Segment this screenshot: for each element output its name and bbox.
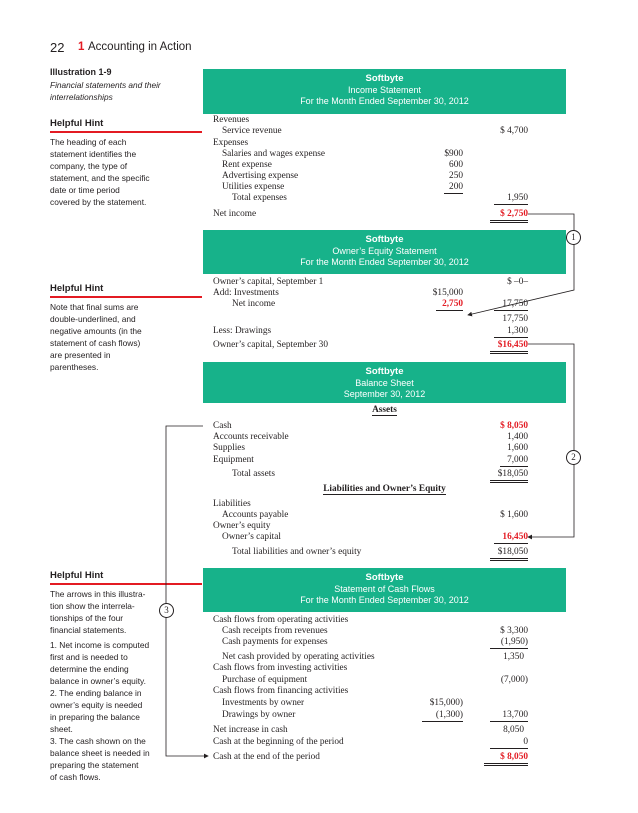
balance-sheet-header [203,362,566,403]
hint-line: sheet. [50,724,73,734]
hint-line: tion show the interrela- [50,601,135,611]
total-expenses-label: Total expenses [232,193,287,203]
hint-line: statement, and the specific [50,173,150,183]
owners-capital-label: Owner’s capital [222,532,281,542]
company-name: Softbyte [365,366,404,377]
company-name: Softbyte [365,572,404,583]
statement-period: For the Month Ended September 30, 2012 [300,595,469,605]
hint-line: Note that final sums are [50,302,139,312]
drawings-amount: (1,300) [422,710,463,722]
expense-amount: 200 [444,182,463,194]
oe-beginning-amount: $ –0– [507,277,528,287]
cash-amount: $ 8,050 [500,421,528,431]
illustration-subtitle-line: interrelationships [50,92,113,102]
investments-label: Investments by owner [222,698,305,708]
expense-label: Advertising expense [222,171,299,181]
liabilities-heading-text: Liabilities and Owner’s Equity [323,484,446,494]
hint-line: The arrows in this illustra- [50,589,146,599]
expenses-label: Expenses [213,138,249,148]
ending-cash-amount: $ 8,050 [484,752,528,766]
statement-title: Income Statement [347,85,422,95]
investments-amount: $15,000) [429,698,463,708]
hint-line: balance sheet is needed in [50,748,150,758]
arrow-3-line [166,426,208,756]
total-liab-amount: $18,050 [490,547,528,561]
assets-heading-text: Assets [372,405,397,415]
hint-line: negative amounts (in the [50,326,142,336]
hint-line: covered by the statement. [50,197,147,207]
hint-line: 3. The cash shown on the [50,736,146,746]
net-operating-label: Net cash provided by operating activities [222,652,375,662]
asset-label: Accounts receivable [213,432,289,442]
hint-line: are presented in [50,350,111,360]
hint-line: date or time period [50,185,120,195]
hint-line: double-underlined, and [50,314,136,324]
hint-line: statement of cash flows) [50,338,141,348]
payments-amount: (1,950) [490,637,528,649]
owners-equity-header [203,230,566,274]
operating-label: Cash flows from operating activities [213,615,349,625]
oe-investments-amount: $15,000 [432,288,463,298]
equity-label: Owner’s equity [213,521,271,531]
asset-amount: 1,600 [507,443,528,453]
total-liab-label: Total liabilities and owner’s equity [232,547,362,557]
hint-line: determine the ending [50,664,129,674]
revenues-label: Revenues [213,115,250,125]
oe-investments-total: 17,750 [494,299,528,311]
equipment-amount: (7,000) [500,675,528,685]
hint-title: Helpful Hint [50,283,104,294]
expense-label: Salaries and wages expense [222,149,326,159]
accounts-payable-amount: $ 1,600 [500,510,528,520]
asset-amount: 7,000 [500,455,528,467]
equipment-label: Purchase of equipment [222,675,308,685]
hint-line: 1. Net income is computed [50,640,150,650]
oe-ending-label: Owner’s capital, September 30 [213,340,328,350]
net-income-label: Net income [213,209,257,219]
asset-amount: 1,400 [507,432,528,442]
service-revenue-label: Service revenue [222,126,282,136]
investing-label: Cash flows from investing activities [213,663,348,673]
hint-title: Helpful Hint [50,118,104,129]
total-assets-amount: $18,050 [490,469,528,483]
oe-net-income-label: Net income [232,299,276,309]
total-expenses-amount: 1,950 [494,193,528,205]
net-increase-amount: 8,050 [503,725,524,735]
financing-label: Cash flows from financing activities [213,686,349,696]
service-revenue-amount: $ 4,700 [500,126,528,136]
hint-line: financial statements. [50,625,127,635]
hint-line: company, the type of [50,161,128,171]
hint-line: preparing the statement [50,760,139,770]
liabilities-heading [203,484,566,495]
oe-ending-amount: $16,450 [490,340,528,354]
accounts-payable-label: Accounts payable [222,510,289,520]
beginning-cash-amount: 0 [490,737,528,749]
page-number: 22 [50,40,65,55]
asset-label: Equipment [213,455,254,465]
oe-net-income-amount: 2,750 [436,299,463,311]
oe-investments-label: Add: Investments [213,288,279,298]
asset-label: Cash [213,421,232,431]
statement-period: For the Month Ended September 30, 2012 [300,257,469,267]
oe-beginning-label: Owner’s capital, September 1 [213,277,324,287]
chapter-title: Accounting in Action [88,41,192,53]
marker-3: 3 [159,603,174,618]
receipts-label: Cash receipts from revenues [222,626,328,636]
expense-amount: 600 [449,160,463,170]
hint-line: 2. The ending balance in [50,688,142,698]
net-operating-amount: 1,350 [503,652,524,662]
statement-period: For the Month Ended September 30, 2012 [300,96,469,106]
oe-drawings-amount: 1,300 [494,326,528,338]
income-statement-header [203,69,566,114]
net-income-amount: $ 2,750 [490,209,528,223]
drawings-label: Drawings by owner [222,710,296,720]
illustration-title: Illustration 1-9 [50,67,112,77]
hint-line: tionships of the four [50,613,124,623]
total-assets-label: Total assets [232,469,275,479]
marker-2: 2 [566,450,581,465]
hint-line: of cash flows. [50,772,101,782]
hint-line: statement identifies the [50,149,137,159]
hint-line: owner’s equity is needed [50,700,143,710]
assets-heading [203,405,566,416]
company-name: Softbyte [365,234,404,245]
financing-total: 13,700 [490,710,528,722]
hint-line: The heading of each [50,137,127,147]
hint-title: Helpful Hint [50,570,104,581]
asset-label: Supplies [213,443,246,453]
hint-line: first and is needed to [50,652,128,662]
statement-title: Balance Sheet [355,378,414,388]
net-increase-label: Net increase in cash [213,725,288,735]
oe-subtotal: 17,750 [502,314,528,324]
hint-line: parentheses. [50,362,99,372]
beginning-cash-label: Cash at the beginning of the period [213,737,344,747]
expense-label: Utilities expense [222,182,285,192]
expense-amount: $900 [444,149,463,159]
hint-line: in preparing the balance [50,712,140,722]
hint-line: balance in owner’s equity. [50,676,146,686]
ending-cash-label: Cash at the end of the period [213,752,320,762]
chapter-number: 1 [78,41,85,53]
illustration-subtitle-line: Financial statements and their [50,80,161,90]
statement-title: Statement of Cash Flows [334,584,435,594]
statement-title: Owner’s Equity Statement [332,246,437,256]
company-name: Softbyte [365,73,404,84]
cash-flows-header [203,568,566,612]
marker-1: 1 [566,230,581,245]
oe-drawings-label: Less: Drawings [213,326,272,336]
payments-label: Cash payments for expenses [222,637,328,647]
receipts-amount: $ 3,300 [500,626,528,636]
liabilities-label: Liabilities [213,499,251,509]
statement-date: September 30, 2012 [343,389,426,399]
expense-label: Rent expense [222,160,272,170]
expense-amount: 250 [449,171,463,181]
owners-capital-amount: 16,450 [494,532,528,544]
